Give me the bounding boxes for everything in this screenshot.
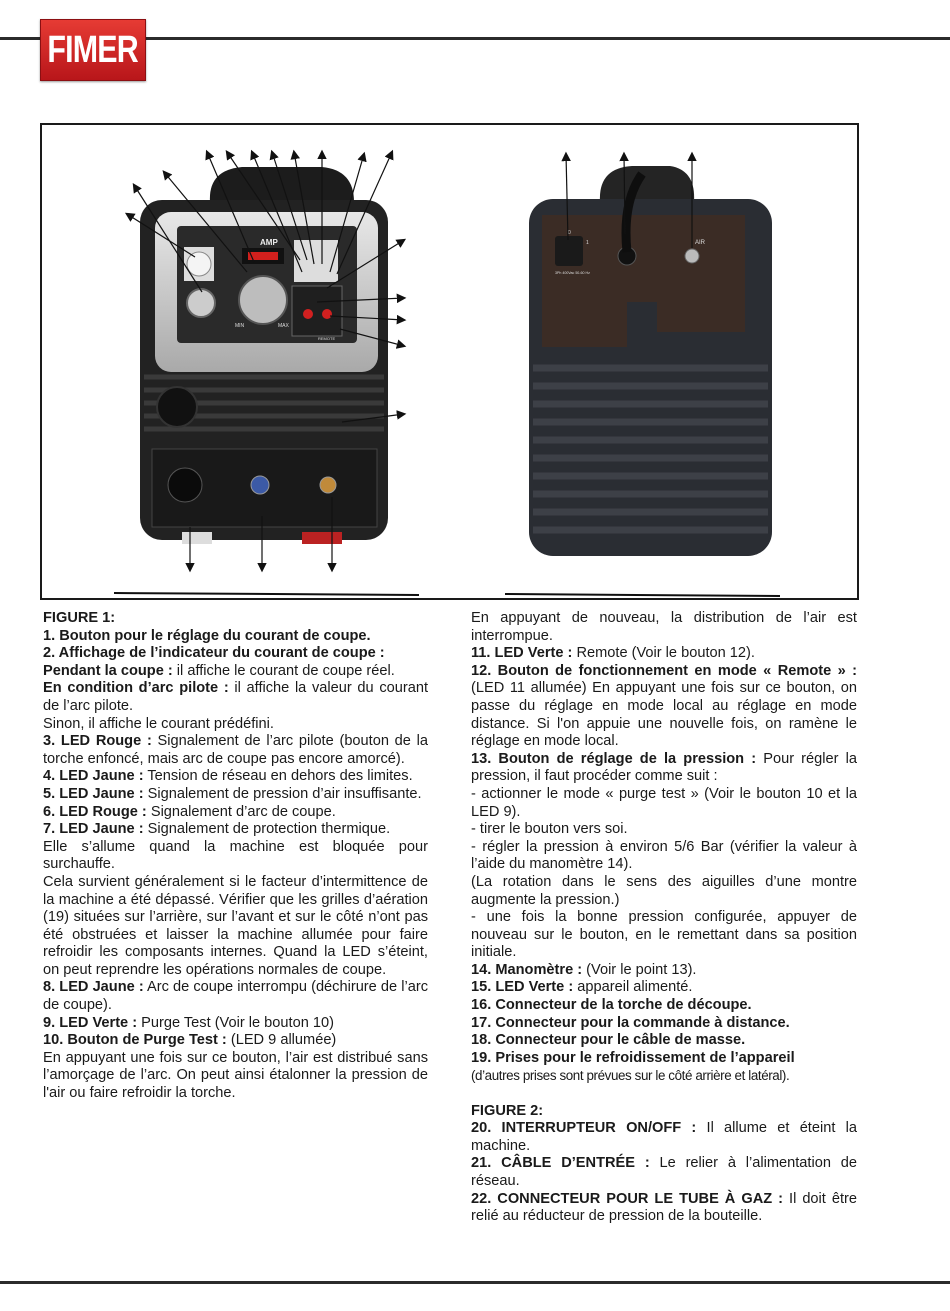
item-6: 6. LED Rouge :: [43, 803, 147, 820]
machine-illustration: [42, 125, 859, 600]
text-line: [43, 821, 428, 839]
text-line: - actionner le mode « purge test » (Voir le bouton 10 et la LED 9).: [471, 785, 857, 820]
text-line: [471, 979, 857, 997]
text-line: [471, 1032, 857, 1050]
air-label: AIR: [695, 240, 706, 246]
text-line: Tension de réseau en dehors des limites.: [143, 768, 413, 785]
rating-label: 3Ph 400Vac 50-60 Hz: [555, 271, 590, 275]
figure-frame: [40, 123, 859, 600]
item-3: 3. LED Rouge :: [43, 733, 152, 750]
on-label: 1: [586, 240, 589, 246]
item-19: 19. Prises pour le refroidissement de l’appareil: [471, 1049, 795, 1066]
item-14: 14. Manomètre :: [471, 961, 583, 978]
item-18: 18. Connecteur pour le câble de masse.: [471, 1032, 746, 1049]
max-label: MAX: [278, 323, 289, 329]
text-line: [471, 1103, 857, 1121]
text-line: [43, 733, 428, 768]
text-line: [43, 768, 428, 786]
text-line: [43, 663, 428, 681]
text-line: [43, 804, 428, 822]
item-13: 13. Bouton de réglage de la pression :: [471, 750, 757, 767]
text-line: - régler la pression à environ 5/6 Bar (vérifier la valeur à l’aide du manomètre 14).: [471, 838, 857, 873]
text-line: (La rotation dans le sens des aiguilles d’une montre augmente la pression.): [471, 873, 857, 908]
text-line: Pendant la coupe :: [43, 662, 173, 679]
text-line: Signalement de pression d’air insuffisante.: [143, 785, 422, 802]
text-line: il affiche le courant de coupe réel.: [172, 662, 395, 679]
rear-view: [505, 154, 780, 596]
item-5: 5. LED Jaune :: [43, 785, 144, 802]
text-line: Elle s’allume quand la machine est bloquée pour surchauffe.: [43, 838, 428, 873]
text-line: [471, 751, 857, 786]
text-line: En appuyant de nouveau, la distribution de l’air est interrompue.: [471, 610, 857, 644]
text-line: [471, 997, 857, 1015]
item-2: 2. Affichage de l’indicateur du courant de coupe :: [43, 645, 385, 662]
text-line: [471, 1191, 857, 1226]
fimer-logo: FIMER: [40, 19, 146, 81]
text-line: (Voir le point 13).: [582, 961, 697, 978]
text-line: [471, 645, 857, 663]
text-line: (LED 11 allumée) En appuyant une fois sur ce bouton, on passe du réglage en mode local au réglage en mode distance. Si l'on appuie une nouvelle fois, on ramène le réglage en mode local.: [471, 680, 857, 750]
text-line: (d’autres prises sont prévues sur le côté arrière et latéral).: [471, 1068, 790, 1084]
text-line: En condition d’arc pilote :: [43, 680, 229, 697]
item-17: 17. Connecteur pour la commande à distance.: [471, 1014, 790, 1031]
off-label: 0: [568, 230, 571, 236]
text-line: il affiche la valeur du courant de l’arc pilote.: [43, 680, 428, 714]
text-line: Le relier à l’alimentation de réseau.: [471, 1155, 858, 1189]
text-line: [43, 1032, 428, 1050]
item-20: 20. INTERRUPTEUR ON/OFF :: [471, 1120, 697, 1137]
front-view: [114, 152, 419, 595]
right-column: [471, 610, 857, 1226]
text-line: - une fois la bonne pression configurée, appuyer de nouveau sur le bouton, en le remettant dans sa position initiale.: [471, 909, 857, 961]
text-line: - tirer le bouton vers soi.: [471, 821, 628, 838]
item-16: 16. Connecteur de la torche de découpe.: [471, 997, 752, 1014]
text-line: Signalement de protection thermique.: [143, 821, 391, 838]
text-line: En appuyant une fois sur ce bouton, l’air est distribué sans l’amorçage de l’arc. On peut ainsi étalonner la pression de l'air ou faire refroidir la torche.: [43, 1049, 428, 1102]
item-10: 10. Bouton de Purge Test :: [43, 1032, 227, 1049]
text-line: Remote (Voir le bouton 12).: [572, 645, 755, 662]
text-line: [43, 645, 428, 663]
text-line: [471, 1050, 857, 1068]
text-line: Sinon, il affiche le courant prédéfini.: [43, 715, 274, 732]
text-line: [471, 663, 857, 751]
remote-label: REMOTE: [318, 336, 336, 341]
figure1-heading: FIGURE 1:: [43, 610, 116, 626]
item-9: 9. LED Verte :: [43, 1014, 138, 1031]
text-line: [43, 786, 428, 804]
text-line: [43, 680, 428, 715]
item-15: 15. LED Verte :: [471, 979, 574, 996]
text-line: [471, 1015, 857, 1033]
text-line: [471, 1155, 857, 1190]
item-1: 1. Bouton pour le réglage du courant de coupe.: [43, 627, 371, 644]
text-line: [43, 628, 428, 646]
text-line: [471, 962, 857, 980]
text-line: Cela survient généralement si le facteur d’intermittence de la machine a été dépassé. Vérifier que les grilles d’aération (19) situées sur l’arrière, sur l’avant et sur le côté n’ont pas été obstruées et laisser la machine allumée pour faire refroidir les composants internes. Quand la LED s’éteint, on peut reprendre les opérations normales de coupe.: [43, 873, 428, 978]
text-line: Purge Test (Voir le bouton 10): [137, 1014, 334, 1031]
figure2-heading: FIGURE 2:: [471, 1102, 544, 1119]
item-12: 12. Bouton de fonctionnement en mode « Remote » :: [471, 662, 857, 679]
amp-label: AMP: [260, 238, 278, 247]
text-line: Il doit être relié au réducteur de pression de la bouteille.: [471, 1190, 857, 1225]
left-column: [43, 610, 428, 1103]
item-22: 22. CONNECTEUR POUR LE TUBE À GAZ :: [471, 1190, 784, 1207]
text-line: [43, 1015, 428, 1033]
footer-rule: [0, 1281, 950, 1284]
text-line: Arc de coupe interrompu (déchirure de l’arc de coupe).: [43, 979, 428, 1014]
text-line: Signalement de l’arc pilote (bouton de la torche enfoncé, mais arc de coupe pas encore amorcé).: [43, 733, 429, 767]
min-label: MIN: [235, 323, 245, 329]
text-line: [43, 610, 428, 628]
text-line: Pour régler la pression, il faut procéder comme suit :: [471, 750, 857, 785]
text-line: (LED 9 allumée): [226, 1032, 337, 1049]
item-4: 4. LED Jaune :: [43, 768, 144, 785]
text-line: appareil alimenté.: [573, 979, 693, 996]
text-line: Signalement d’arc de coupe.: [146, 803, 336, 820]
item-11: 11. LED Verte :: [471, 645, 573, 662]
item-21: 21. CÂBLE D’ENTRÉE :: [471, 1155, 650, 1172]
text-line: [471, 1120, 857, 1155]
text-line: Il allume et éteint la machine.: [471, 1120, 857, 1154]
item-7: 7. LED Jaune :: [43, 821, 144, 838]
text-line: [43, 979, 428, 1014]
item-8: 8. LED Jaune :: [43, 979, 144, 996]
